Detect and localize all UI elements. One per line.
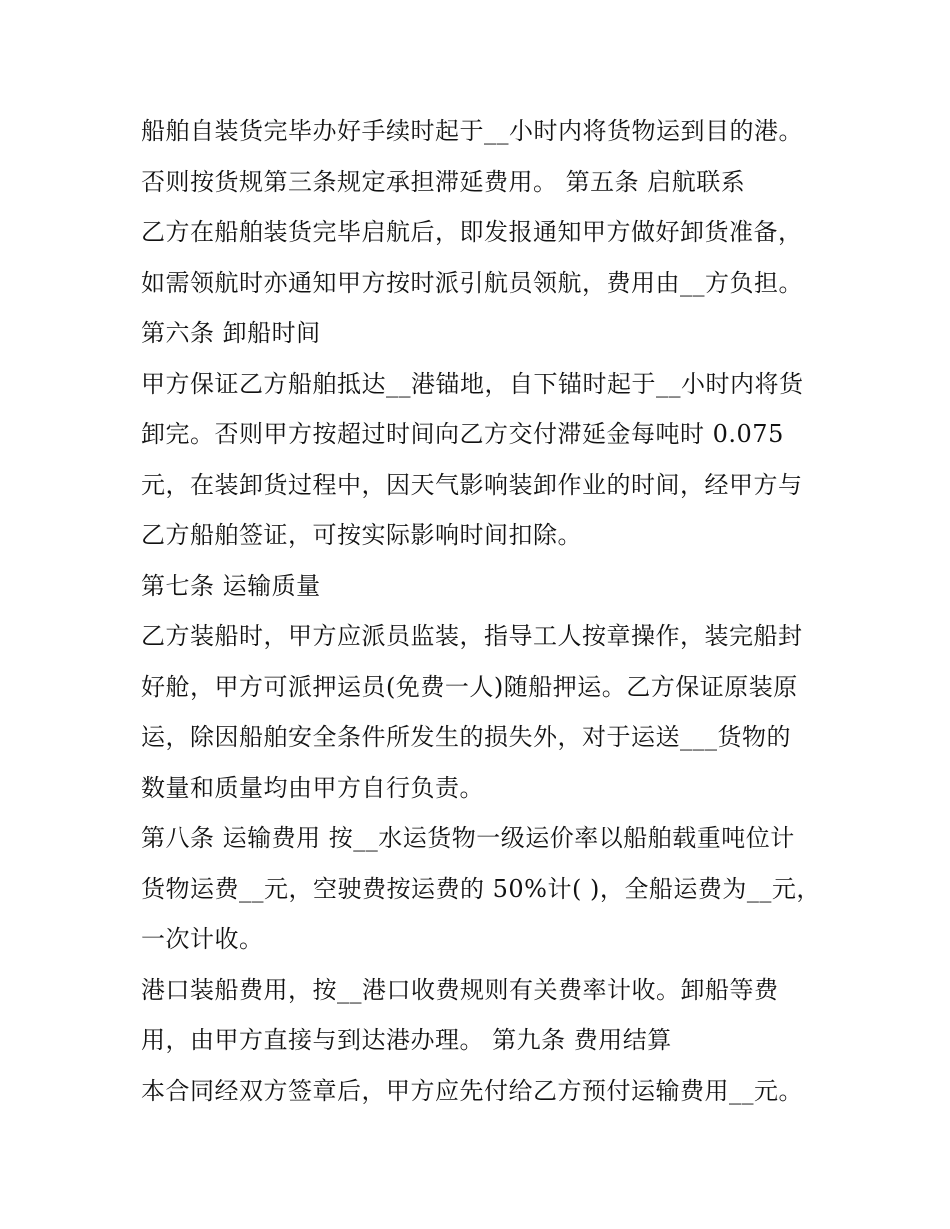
section-heading: 第七条 运输质量 bbox=[141, 571, 321, 600]
text-line: 一次计收。 bbox=[141, 925, 264, 953]
text-line: 第八条 运输费用 按__水运货物一级运价率以船舶载重吨位计 bbox=[141, 824, 795, 852]
text-line: 甲方保证乙方船舶抵达__港锚地，自下锚时起于__小时内将货 bbox=[141, 369, 804, 398]
text-line: 数量和质量均由甲方自行负责。 bbox=[141, 773, 484, 802]
section-heading: 第六条 卸船时间 bbox=[141, 319, 321, 347]
text-line: 乙方船舶签证，可按实际影响时间扣除。 bbox=[141, 521, 582, 549]
text-line: 卸完。否则甲方按超过时间向乙方交付滞延金每吨时 0.075 bbox=[141, 420, 784, 448]
text-line: 乙方装船时，甲方应派员监装，指导工人按章操作，装完船封 bbox=[141, 622, 803, 650]
text-line: 用，由甲方直接与到达港办理。 第九条 费用结算 bbox=[141, 1026, 672, 1054]
text-line: 否则按货规第三条规定承担滞延费用。 第五条 启航联系 bbox=[141, 167, 746, 196]
text-line: 元，在装卸货过程中，因天气影响装卸作业的时间，经甲方与 bbox=[141, 470, 803, 499]
text-line: 好舱，甲方可派押运员(免费一人)随船押运。乙方保证原装原 bbox=[141, 672, 798, 701]
text-line: 船舶自装货完毕办好手续时起于__小时内将货物运到目的港。 bbox=[141, 117, 803, 145]
text-line: 港口装船费用，按__港口收费规则有关费率计收。卸船等费 bbox=[141, 975, 779, 1004]
text-line: 乙方在船舶装货完毕启航后，即发报通知甲方做好卸货准备， bbox=[141, 218, 803, 246]
text-line: 如需领航时亦通知甲方按时派引航员领航，费用由__方负担。 bbox=[141, 268, 803, 297]
text-line: 运，除因船舶安全条件所发生的损失外，对于运送___货物的 bbox=[141, 723, 791, 751]
text-line: 本合同经双方签章后，甲方应先付给乙方预付运输费用__元。 bbox=[141, 1076, 803, 1105]
contract-text bbox=[141, 106, 841, 1116]
text-line: 货物运费__元，空驶费按运费的 50%计( )，全船运费为__元， bbox=[141, 874, 821, 903]
